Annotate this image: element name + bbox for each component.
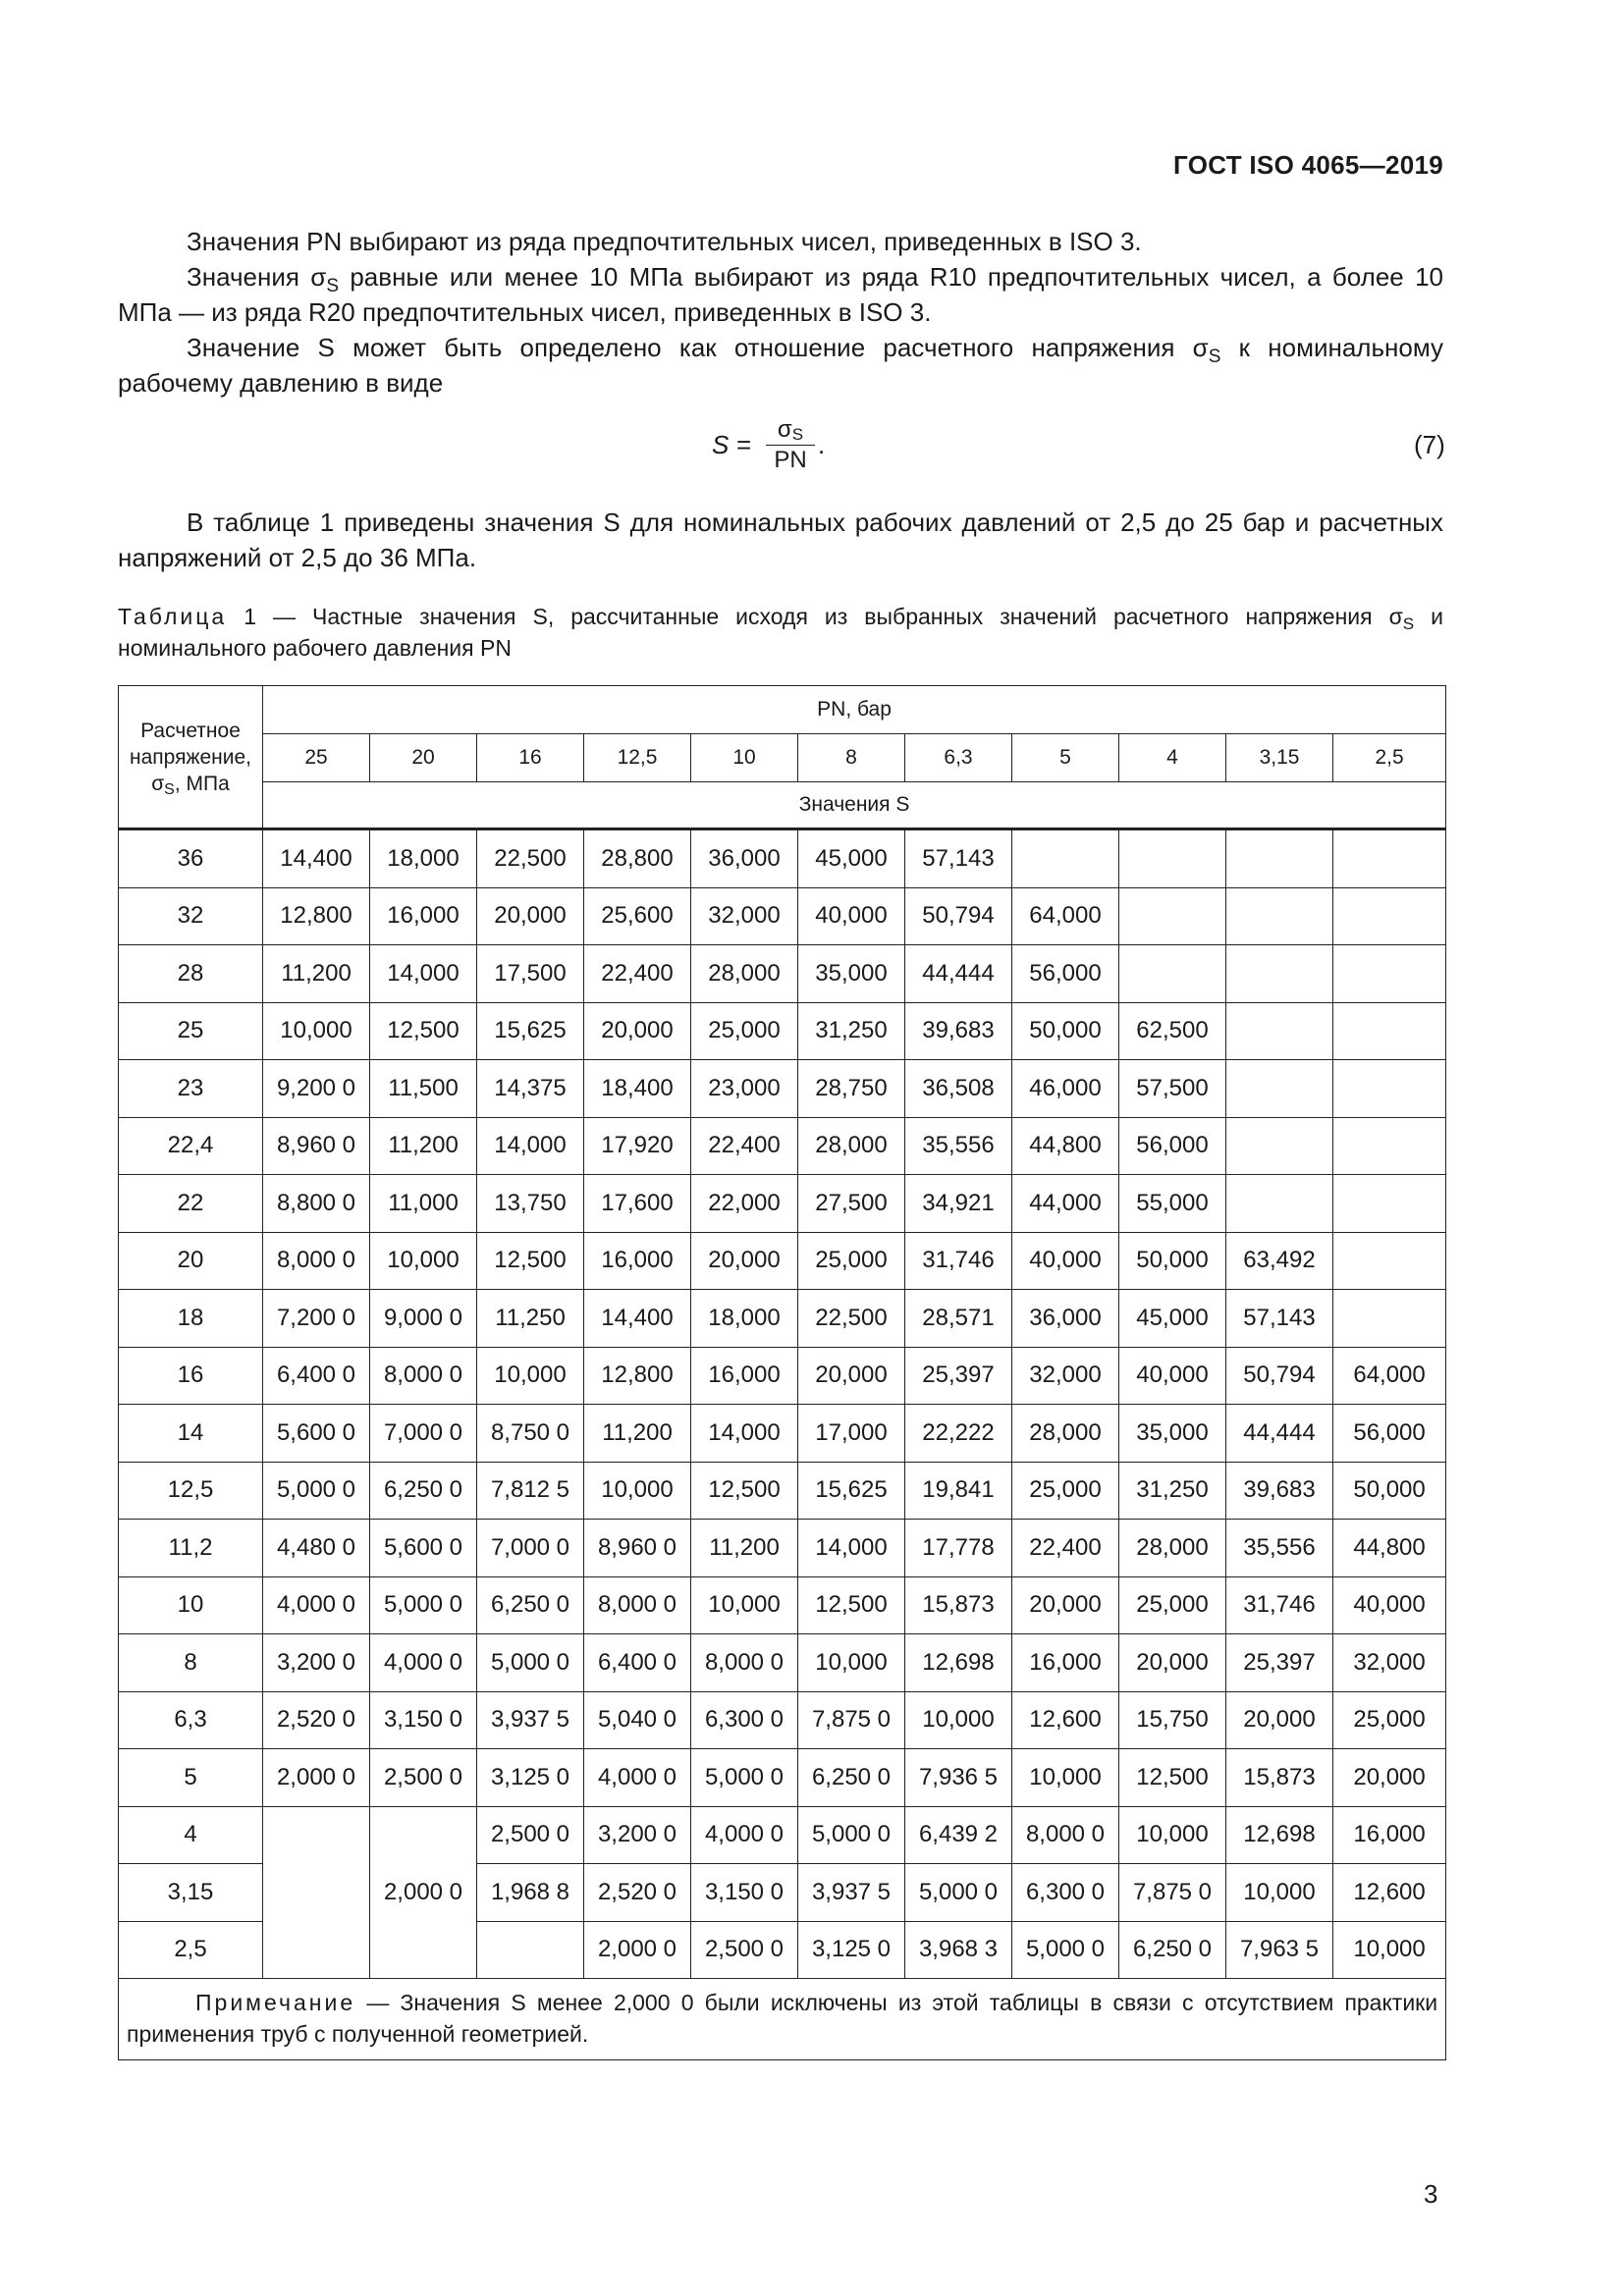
- stress-cell: 28: [119, 945, 263, 1003]
- value-cell: 28,750: [798, 1060, 905, 1118]
- value-cell: 6,300 0: [1012, 1864, 1119, 1922]
- value-cell: [1226, 1117, 1333, 1175]
- table-row: [119, 1060, 1446, 1118]
- table-note: [119, 1979, 1446, 2060]
- value-cell: 16,000: [584, 1232, 691, 1290]
- value-cell: 10,000: [370, 1232, 477, 1290]
- stress-cell: 10: [119, 1576, 263, 1634]
- value-cell: 25,000: [798, 1232, 905, 1290]
- value-cell: 2,500 0: [691, 1921, 798, 1979]
- stress-cell: 4: [119, 1806, 263, 1864]
- value-cell: 50,794: [1226, 1347, 1333, 1405]
- value-cell: 6,250 0: [477, 1576, 584, 1634]
- table-row: [119, 1806, 1446, 1864]
- value-cell: 10,000: [1226, 1864, 1333, 1922]
- value-cell: 7,200 0: [263, 1290, 370, 1348]
- stress-cell: 2,5: [119, 1921, 263, 1979]
- value-cell: 5,000 0: [477, 1634, 584, 1692]
- pn-value-header: 5: [1012, 734, 1119, 782]
- value-cell: 20,000: [798, 1347, 905, 1405]
- table-row: [119, 1691, 1446, 1749]
- value-cell: [1333, 829, 1446, 888]
- value-cell: 15,750: [1119, 1691, 1226, 1749]
- value-cell: 32,000: [1333, 1634, 1446, 1692]
- value-cell: 35,556: [905, 1117, 1012, 1175]
- value-cell: 12,500: [1119, 1749, 1226, 1807]
- value-cell: 2,520 0: [263, 1691, 370, 1749]
- pn-value-header: 12,5: [584, 734, 691, 782]
- value-cell: 10,000: [477, 1347, 584, 1405]
- value-cell: 15,625: [798, 1462, 905, 1520]
- value-cell: 44,800: [1012, 1117, 1119, 1175]
- value-cell: 8,000 0: [1012, 1806, 1119, 1864]
- value-cell: 3,150 0: [691, 1864, 798, 1922]
- value-cell: 17,000: [798, 1405, 905, 1463]
- value-cell: 31,746: [1226, 1576, 1333, 1634]
- value-cell: 6,400 0: [263, 1347, 370, 1405]
- s-values-table: [118, 685, 1446, 2060]
- value-cell: 14,000: [798, 1520, 905, 1577]
- value-cell: 22,400: [1012, 1520, 1119, 1577]
- value-cell: 10,000: [1119, 1806, 1226, 1864]
- value-cell: 6,300 0: [691, 1691, 798, 1749]
- value-cell: 5,000 0: [1012, 1921, 1119, 1979]
- stress-cell: 25: [119, 1002, 263, 1060]
- value-cell: [1333, 945, 1446, 1003]
- value-cell: 4,000 0: [584, 1749, 691, 1807]
- value-cell: 14,400: [263, 829, 370, 888]
- value-cell: 12,698: [905, 1634, 1012, 1692]
- value-cell: 5,040 0: [584, 1691, 691, 1749]
- value-cell: 12,800: [263, 887, 370, 945]
- note-label: Примечание: [195, 1990, 356, 2015]
- value-cell: 28,000: [798, 1117, 905, 1175]
- value-cell: 1,968 8: [477, 1864, 584, 1922]
- value-cell: 10,000: [584, 1462, 691, 1520]
- stress-cell: 11,2: [119, 1520, 263, 1577]
- table-row: [119, 1462, 1446, 1520]
- value-cell: [1333, 1060, 1446, 1118]
- stress-cell: 23: [119, 1060, 263, 1118]
- value-cell: 9,000 0: [370, 1290, 477, 1348]
- value-cell: 25,600: [584, 887, 691, 945]
- stress-cell: 32: [119, 887, 263, 945]
- page-number: 3: [1424, 2179, 1438, 2209]
- equation-number: (7): [1414, 430, 1445, 459]
- value-cell: 5,000 0: [263, 1462, 370, 1520]
- value-cell: 8,960 0: [584, 1520, 691, 1577]
- table-row: [119, 1117, 1446, 1175]
- pn-value-header: 2,5: [1333, 734, 1446, 782]
- value-cell: 8,000 0: [584, 1576, 691, 1634]
- value-cell: [1333, 1232, 1446, 1290]
- value-cell: 8,750 0: [477, 1405, 584, 1463]
- value-cell: 11,250: [477, 1290, 584, 1348]
- value-cell: 12,500: [370, 1002, 477, 1060]
- value-cell: 7,000 0: [477, 1520, 584, 1577]
- paragraph-pn: Значения PN выбирают из ряда предпочтительных чисел, приведенных в ISO 3.: [187, 227, 1142, 256]
- value-cell: 20,000: [1333, 1749, 1446, 1807]
- value-cell: 14,000: [477, 1117, 584, 1175]
- value-cell: 2,520 0: [584, 1864, 691, 1922]
- pn-value-header: 10: [691, 734, 798, 782]
- value-cell: 44,444: [1226, 1405, 1333, 1463]
- value-cell: 55,000: [1119, 1175, 1226, 1233]
- value-cell: [1333, 1117, 1446, 1175]
- value-cell: [1226, 1002, 1333, 1060]
- value-cell: 34,921: [905, 1175, 1012, 1233]
- stress-cell: 18: [119, 1290, 263, 1348]
- value-cell: 8,960 0: [263, 1117, 370, 1175]
- value-cell: 22,222: [905, 1405, 1012, 1463]
- value-cell: 20,000: [1119, 1634, 1226, 1692]
- value-cell: 14,400: [584, 1290, 691, 1348]
- value-cell: 20,000: [477, 887, 584, 945]
- stress-cell: 36: [119, 829, 263, 888]
- value-cell: 50,000: [1012, 1002, 1119, 1060]
- value-cell: 14,000: [691, 1405, 798, 1463]
- pn-value-header: 4: [1119, 734, 1226, 782]
- value-cell: 45,000: [798, 829, 905, 888]
- value-cell: [1119, 829, 1226, 888]
- value-cell: 5,000 0: [798, 1806, 905, 1864]
- document-code: ГОСТ ISO 4065—2019: [1173, 150, 1443, 180]
- value-cell: 15,625: [477, 1002, 584, 1060]
- value-cell: 28,571: [905, 1290, 1012, 1348]
- value-cell: 3,125 0: [477, 1749, 584, 1807]
- table-row: [119, 1634, 1446, 1692]
- table-row: [119, 829, 1446, 888]
- value-cell: 35,556: [1226, 1520, 1333, 1577]
- table-caption: Таблица 1 — Частные значения S, рассчитанные исходя из выбранных значений расчетного напряжения $\sigma_S$ и номинального рабочего давления PN: [118, 604, 1443, 661]
- value-cell: 8,000 0: [263, 1232, 370, 1290]
- value-cell: 57,500: [1119, 1060, 1226, 1118]
- value-cell: 4,000 0: [370, 1634, 477, 1692]
- value-cell: 39,683: [1226, 1462, 1333, 1520]
- stress-cell: 22,4: [119, 1117, 263, 1175]
- pn-value-header: 6,3: [905, 734, 1012, 782]
- stress-cell: 22: [119, 1175, 263, 1233]
- value-cell: 7,963 5: [1226, 1921, 1333, 1979]
- value-cell: 3,968 3: [905, 1921, 1012, 1979]
- value-cell: 27,500: [798, 1175, 905, 1233]
- value-cell: 20,000: [691, 1232, 798, 1290]
- pn-header: PN, бар: [263, 686, 1446, 734]
- value-cell: 32,000: [1012, 1347, 1119, 1405]
- value-cell: 35,000: [798, 945, 905, 1003]
- value-cell: 18,000: [691, 1290, 798, 1348]
- value-cell: 50,794: [905, 887, 1012, 945]
- value-cell: 64,000: [1333, 1347, 1446, 1405]
- value-cell: 50,000: [1333, 1462, 1446, 1520]
- value-cell: 25,000: [691, 1002, 798, 1060]
- value-cell: 32,000: [691, 887, 798, 945]
- value-cell: 64,000: [1012, 887, 1119, 945]
- table-row: [119, 1347, 1446, 1405]
- value-cell: 18,000: [370, 829, 477, 888]
- value-cell: 6,439 2: [905, 1806, 1012, 1864]
- value-cell: 2,000 0: [263, 1749, 370, 1807]
- table-row: [119, 1749, 1446, 1807]
- table-row: [119, 1520, 1446, 1577]
- value-cell: 35,000: [1119, 1405, 1226, 1463]
- value-cell: 56,000: [1119, 1117, 1226, 1175]
- table-row: [119, 1232, 1446, 1290]
- value-cell: 6,250 0: [370, 1462, 477, 1520]
- table-row: [119, 887, 1446, 945]
- s-values-header: Значения S: [263, 782, 1446, 829]
- value-cell: 5,600 0: [263, 1405, 370, 1463]
- value-cell: 7,875 0: [798, 1691, 905, 1749]
- value-cell: [1226, 1175, 1333, 1233]
- value-cell: 36,000: [691, 829, 798, 888]
- value-cell: [1226, 829, 1333, 888]
- value-cell: 3,125 0: [798, 1921, 905, 1979]
- value-cell: 44,800: [1333, 1520, 1446, 1577]
- value-cell: 40,000: [798, 887, 905, 945]
- value-cell: 40,000: [1119, 1347, 1226, 1405]
- value-cell: 15,873: [1226, 1749, 1333, 1807]
- value-cell: 9,200 0: [263, 1060, 370, 1118]
- value-cell: 12,698: [1226, 1806, 1333, 1864]
- stress-cell: 6,3: [119, 1691, 263, 1749]
- value-cell: 20,000: [584, 1002, 691, 1060]
- pn-value-header: 25: [263, 734, 370, 782]
- value-cell: 22,500: [798, 1290, 905, 1348]
- value-cell: 4,000 0: [691, 1806, 798, 1864]
- value-cell: 5,000 0: [370, 1576, 477, 1634]
- value-cell: 22,400: [691, 1117, 798, 1175]
- value-cell: 28,000: [691, 945, 798, 1003]
- value-cell: 12,500: [798, 1576, 905, 1634]
- note-row: [119, 1979, 1446, 2060]
- value-cell: 7,000 0: [370, 1405, 477, 1463]
- value-cell: 13,750: [477, 1175, 584, 1233]
- pn-value-header: 3,15: [1226, 734, 1333, 782]
- value-cell: 12,600: [1012, 1691, 1119, 1749]
- value-cell: [1226, 887, 1333, 945]
- value-cell: 16,000: [691, 1347, 798, 1405]
- note-text: — Значения S менее 2,000 0 были исключены из этой таблицы в связи с отсутствием практики применения труб с полученной геометрией.: [127, 1990, 1438, 2047]
- pn-value-header: 16: [477, 734, 584, 782]
- value-cell: 20,000: [1226, 1691, 1333, 1749]
- value-cell: [477, 1921, 584, 1979]
- value-cell: 40,000: [1012, 1232, 1119, 1290]
- value-cell: 16,000: [1333, 1806, 1446, 1864]
- value-cell: 23,000: [691, 1060, 798, 1118]
- value-cell: 22,400: [584, 945, 691, 1003]
- value-cell: 3,200 0: [584, 1806, 691, 1864]
- value-cell: 10,000: [263, 1002, 370, 1060]
- value-cell: 3,150 0: [370, 1691, 477, 1749]
- value-cell: 8,000 0: [370, 1347, 477, 1405]
- value-cell: 25,000: [1333, 1691, 1446, 1749]
- value-cell: 11,200: [691, 1520, 798, 1577]
- value-cell: [1333, 1290, 1446, 1348]
- value-cell: [1333, 1002, 1446, 1060]
- value-cell: 57,143: [905, 829, 1012, 888]
- value-cell: 28,000: [1119, 1520, 1226, 1577]
- value-cell: 11,200: [263, 945, 370, 1003]
- value-cell: 31,250: [798, 1002, 905, 1060]
- value-cell: 11,200: [584, 1405, 691, 1463]
- value-cell: 63,492: [1226, 1232, 1333, 1290]
- value-cell: 4,000 0: [263, 1576, 370, 1634]
- value-cell: 56,000: [1333, 1405, 1446, 1463]
- value-cell: 10,000: [905, 1691, 1012, 1749]
- value-cell: 12,500: [691, 1462, 798, 1520]
- stress-cell: 12,5: [119, 1462, 263, 1520]
- value-cell: 44,444: [905, 945, 1012, 1003]
- value-cell: 16,000: [1012, 1634, 1119, 1692]
- stress-cell: 14: [119, 1405, 263, 1463]
- value-cell: [1226, 1060, 1333, 1118]
- value-cell: 31,746: [905, 1232, 1012, 1290]
- value-cell: 45,000: [1119, 1290, 1226, 1348]
- pn-value-header: 8: [798, 734, 905, 782]
- value-cell: 25,397: [905, 1347, 1012, 1405]
- value-cell: 3,937 5: [477, 1691, 584, 1749]
- value-cell: 17,600: [584, 1175, 691, 1233]
- value-cell: 28,000: [1012, 1405, 1119, 1463]
- value-cell: 12,800: [584, 1347, 691, 1405]
- paragraph-table-intro: В таблице 1 приведены значения S для номинальных рабочих давлений от 2,5 до 25 бар и расчетных напряжений от 2,5 до 36 МПа.: [118, 507, 1443, 572]
- value-cell: [1333, 1175, 1446, 1233]
- value-cell: 6,400 0: [584, 1634, 691, 1692]
- merged-value-cell: 2,000 0: [370, 1806, 477, 1979]
- value-cell: 31,250: [1119, 1462, 1226, 1520]
- stress-column-header: Расчетное напряжение, $\sigma_S$, МПа: [119, 686, 263, 829]
- stress-cell: 5: [119, 1749, 263, 1807]
- value-cell: 20,000: [1012, 1576, 1119, 1634]
- value-cell: 10,000: [798, 1634, 905, 1692]
- value-cell: 25,000: [1119, 1576, 1226, 1634]
- value-cell: 5,600 0: [370, 1520, 477, 1577]
- value-cell: 7,875 0: [1119, 1864, 1226, 1922]
- value-cell: 10,000: [1333, 1921, 1446, 1979]
- value-cell: 25,000: [1012, 1462, 1119, 1520]
- table-row: [119, 1290, 1446, 1348]
- value-cell: 6,250 0: [1119, 1921, 1226, 1979]
- value-cell: 2,500 0: [477, 1806, 584, 1864]
- empty-merged-cell: [263, 1806, 370, 1979]
- value-cell: 10,000: [691, 1576, 798, 1634]
- value-cell: 19,841: [905, 1462, 1012, 1520]
- value-cell: [1333, 887, 1446, 945]
- value-cell: 10,000: [1012, 1749, 1119, 1807]
- stress-cell: 8: [119, 1634, 263, 1692]
- value-cell: 11,000: [370, 1175, 477, 1233]
- table-row: [119, 1175, 1446, 1233]
- stress-cell: 16: [119, 1347, 263, 1405]
- value-cell: 39,683: [905, 1002, 1012, 1060]
- value-cell: 5,000 0: [905, 1864, 1012, 1922]
- value-cell: 18,400: [584, 1060, 691, 1118]
- value-cell: 14,000: [370, 945, 477, 1003]
- pn-values-row: [119, 734, 1446, 782]
- value-cell: 56,000: [1012, 945, 1119, 1003]
- value-cell: 36,508: [905, 1060, 1012, 1118]
- value-cell: 62,500: [1119, 1002, 1226, 1060]
- value-cell: 4,480 0: [263, 1520, 370, 1577]
- value-cell: 7,936 5: [905, 1749, 1012, 1807]
- paragraph-sigma: Значения $\sigma_S$ равные или менее 10 МПа выбирают из ряда R10 предпочтительных чисел, а более 10 МПа — из ряда R20 предпочтительных чисел, приведенных в ISO 3.: [118, 262, 1443, 327]
- value-cell: 14,375: [477, 1060, 584, 1118]
- value-cell: [1226, 945, 1333, 1003]
- value-cell: 12,500: [477, 1232, 584, 1290]
- value-cell: 8,800 0: [263, 1175, 370, 1233]
- stress-cell: 20: [119, 1232, 263, 1290]
- value-cell: 15,873: [905, 1576, 1012, 1634]
- value-cell: 12,600: [1333, 1864, 1446, 1922]
- table-row: [119, 1405, 1446, 1463]
- value-cell: 8,000 0: [691, 1634, 798, 1692]
- value-cell: [1119, 945, 1226, 1003]
- table-row: [119, 945, 1446, 1003]
- value-cell: 6,250 0: [798, 1749, 905, 1807]
- value-cell: [1119, 887, 1226, 945]
- stress-cell: 3,15: [119, 1864, 263, 1922]
- table-row: [119, 1576, 1446, 1634]
- value-cell: [1012, 829, 1119, 888]
- value-cell: 11,500: [370, 1060, 477, 1118]
- value-cell: 57,143: [1226, 1290, 1333, 1348]
- value-cell: 17,500: [477, 945, 584, 1003]
- value-cell: 2,500 0: [370, 1749, 477, 1807]
- pn-value-header: 20: [370, 734, 477, 782]
- value-cell: 44,000: [1012, 1175, 1119, 1233]
- value-cell: 36,000: [1012, 1290, 1119, 1348]
- value-cell: 11,200: [370, 1117, 477, 1175]
- value-cell: 7,812 5: [477, 1462, 584, 1520]
- value-cell: 17,778: [905, 1520, 1012, 1577]
- value-cell: 40,000: [1333, 1576, 1446, 1634]
- paragraph-s-definition: Значение S может быть определено как отношение расчетного напряжения $\sigma_S$ к номинальному рабочему давлению в виде: [118, 333, 1443, 398]
- value-cell: 2,000 0: [584, 1921, 691, 1979]
- fraction: $\frac{\sigma_S}{PN}$: [766, 416, 815, 475]
- value-cell: 3,200 0: [263, 1634, 370, 1692]
- value-cell: 16,000: [370, 887, 477, 945]
- value-cell: 46,000: [1012, 1060, 1119, 1118]
- value-cell: 5,000 0: [691, 1749, 798, 1807]
- value-cell: 25,397: [1226, 1634, 1333, 1692]
- value-cell: 50,000: [1119, 1232, 1226, 1290]
- value-cell: 22,500: [477, 829, 584, 888]
- value-cell: 28,800: [584, 829, 691, 888]
- value-cell: 3,937 5: [798, 1864, 905, 1922]
- value-cell: 17,920: [584, 1117, 691, 1175]
- value-cell: 22,000: [691, 1175, 798, 1233]
- table-row: [119, 1002, 1446, 1060]
